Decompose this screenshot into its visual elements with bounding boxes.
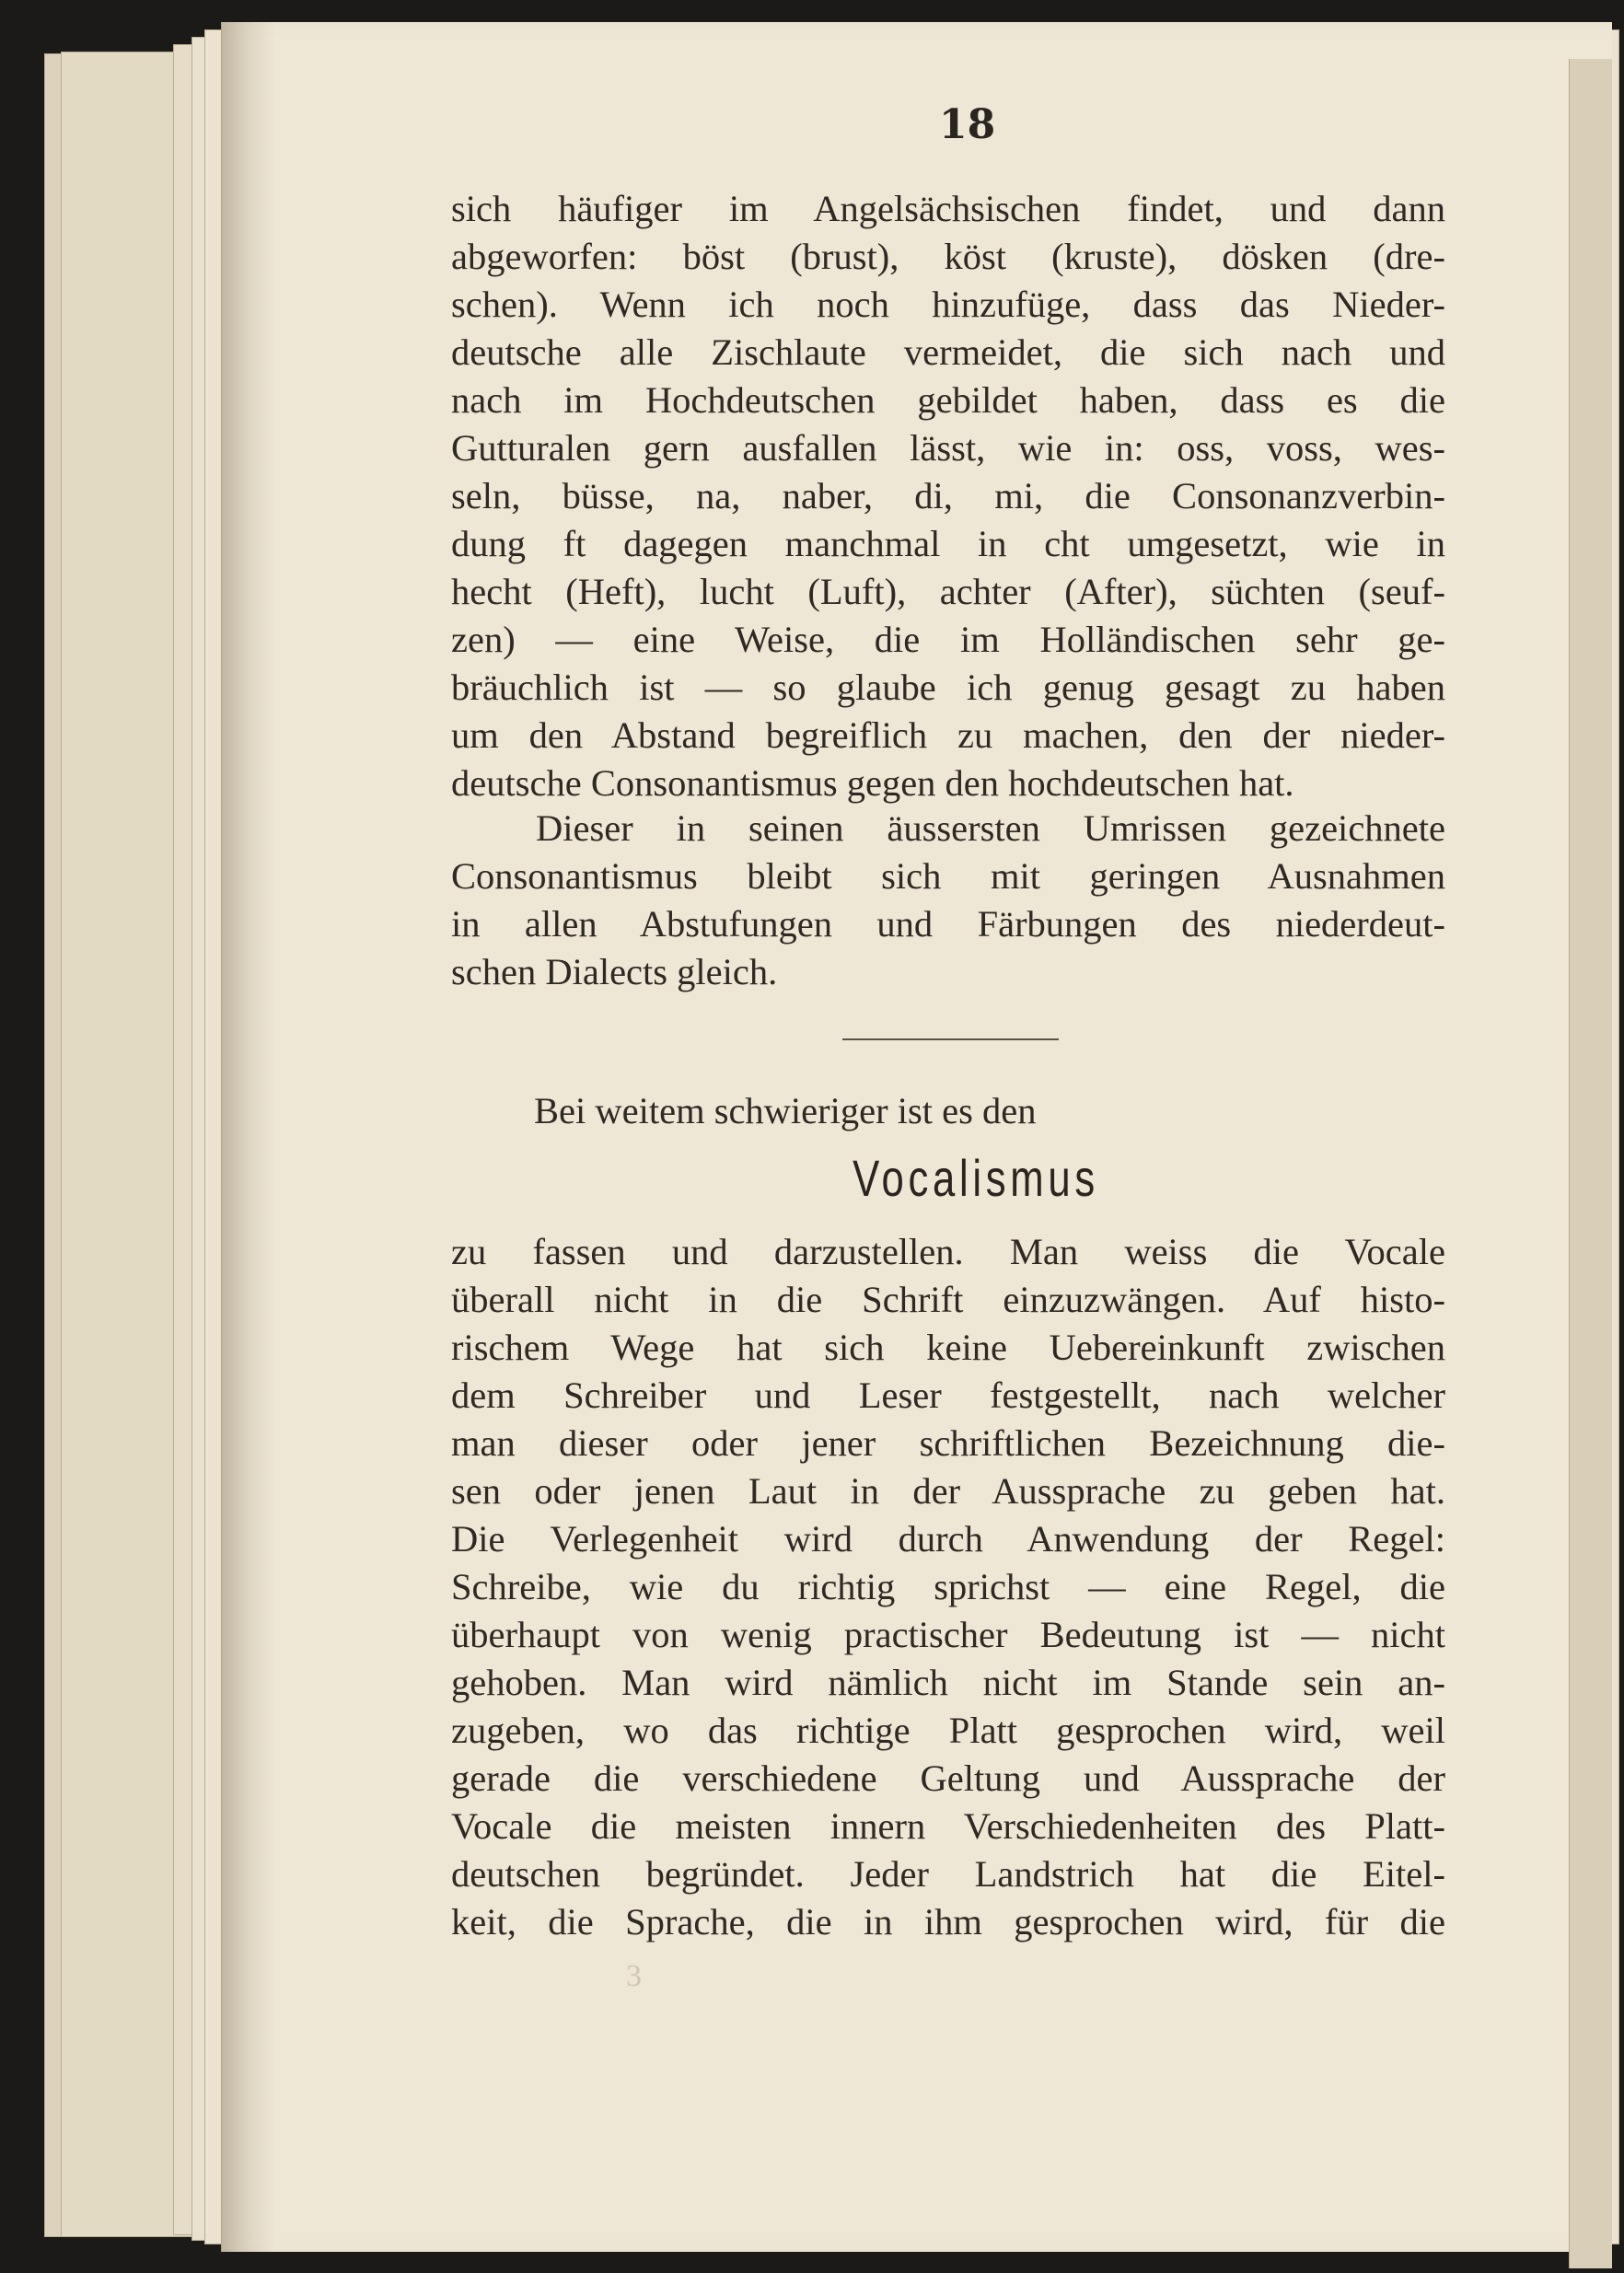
- text-line: zen) — eine Weise, die im Holländischen sehr ge-: [451, 619, 1445, 660]
- text-line: überall nicht in die Schrift einzuzwängen. Auf histo-: [451, 1279, 1445, 1320]
- text-line: deutschen begründet. Jeder Landstrich hat die Eitel-: [451, 1853, 1445, 1895]
- text-line: rischem Wege hat sich keine Uebereinkunft zwischen: [451, 1327, 1445, 1368]
- text-line: Dieser in seinen äussersten Umrissen gezeichnete: [536, 807, 1445, 849]
- text-line: deutsche Consonantismus gegen den hochdeutschen hat.: [451, 762, 1294, 804]
- paragraph-3: [451, 1228, 1445, 1946]
- text-line: Gutturalen gern ausfallen lässt, wie in: oss, voss, wes-: [451, 427, 1445, 469]
- section-divider: [842, 1038, 1059, 1040]
- text-line: man dieser oder jener schriftlichen Bezeichnung die-: [451, 1422, 1445, 1464]
- text-line: deutsche alle Zischlaute vermeidet, die sich nach und: [451, 331, 1445, 373]
- text-line: Consonantismus bleibt sich mit geringen Ausnahmen: [451, 855, 1445, 897]
- text-line: sich häufiger im Angelsächsischen findet, und dann: [451, 188, 1445, 229]
- text-line: überhaupt von wenig practischer Bedeutung ist — nicht: [451, 1614, 1445, 1655]
- text-line: zugeben, wo das richtige Platt gesprochen wird, weil: [451, 1710, 1445, 1751]
- text-line: Die Verlegenheit wird durch Anwendung der Regel:: [451, 1518, 1445, 1560]
- next-page-edge: [1569, 59, 1612, 2268]
- spine-shadow: [221, 22, 276, 2252]
- text-line: zu fassen und darzustellen. Man weiss die Vocale: [451, 1231, 1445, 1272]
- text-line: Schreibe, wie du richtig sprichst — eine Regel, die: [451, 1566, 1445, 1607]
- text-line: gehoben. Man wird nämlich nicht im Stande sein an-: [451, 1662, 1445, 1703]
- text-line: dung ft dagegen manchmal in cht umgesetzt, wie in: [451, 523, 1445, 564]
- text-line: schen Dialects gleich.: [451, 951, 778, 992]
- text-line: dem Schreiber und Leser festgestellt, nach welcher: [451, 1374, 1445, 1416]
- text-line: nach im Hochdeutschen gebildet haben, dass es die: [451, 379, 1445, 421]
- text-line: seln, büsse, na, naber, di, mi, die Consonanzverbin-: [451, 475, 1445, 516]
- text-line: keit, die Sprache, die in ihm gesprochen wird, für die: [451, 1901, 1445, 1942]
- text-line: um den Abstand begreiflich zu machen, den der nieder-: [451, 714, 1445, 756]
- paragraph-1: [451, 185, 1445, 807]
- paragraph-2: [451, 805, 1445, 996]
- text-line: schen). Wenn ich noch hinzufüge, dass das Nieder-: [451, 284, 1445, 325]
- signature-mark: 3: [626, 1959, 642, 1993]
- section-heading: Vocalismus: [853, 1149, 1099, 1207]
- text-line: in allen Abstufungen und Färbungen des niederdeut-: [451, 903, 1445, 945]
- text-line: sen oder jenen Laut in der Aussprache zu geben hat.: [451, 1470, 1445, 1512]
- text-line: bräuchlich ist — so glaube ich genug gesagt zu haben: [451, 667, 1445, 708]
- section-lead-in: Bei weitem schwieriger ist es den: [534, 1090, 1037, 1131]
- text-line: Vocale die meisten innern Verschiedenheiten des Platt-: [451, 1805, 1445, 1847]
- page-number: 18: [939, 101, 996, 148]
- text-line: abgeworfen: böst (brust), köst (kruste), dösken (dre-: [451, 236, 1445, 277]
- text-line: hecht (Heft), lucht (Luft), achter (After), süchten (seuf-: [451, 571, 1445, 612]
- text-line: gerade die verschiedene Geltung und Aussprache der: [451, 1757, 1445, 1799]
